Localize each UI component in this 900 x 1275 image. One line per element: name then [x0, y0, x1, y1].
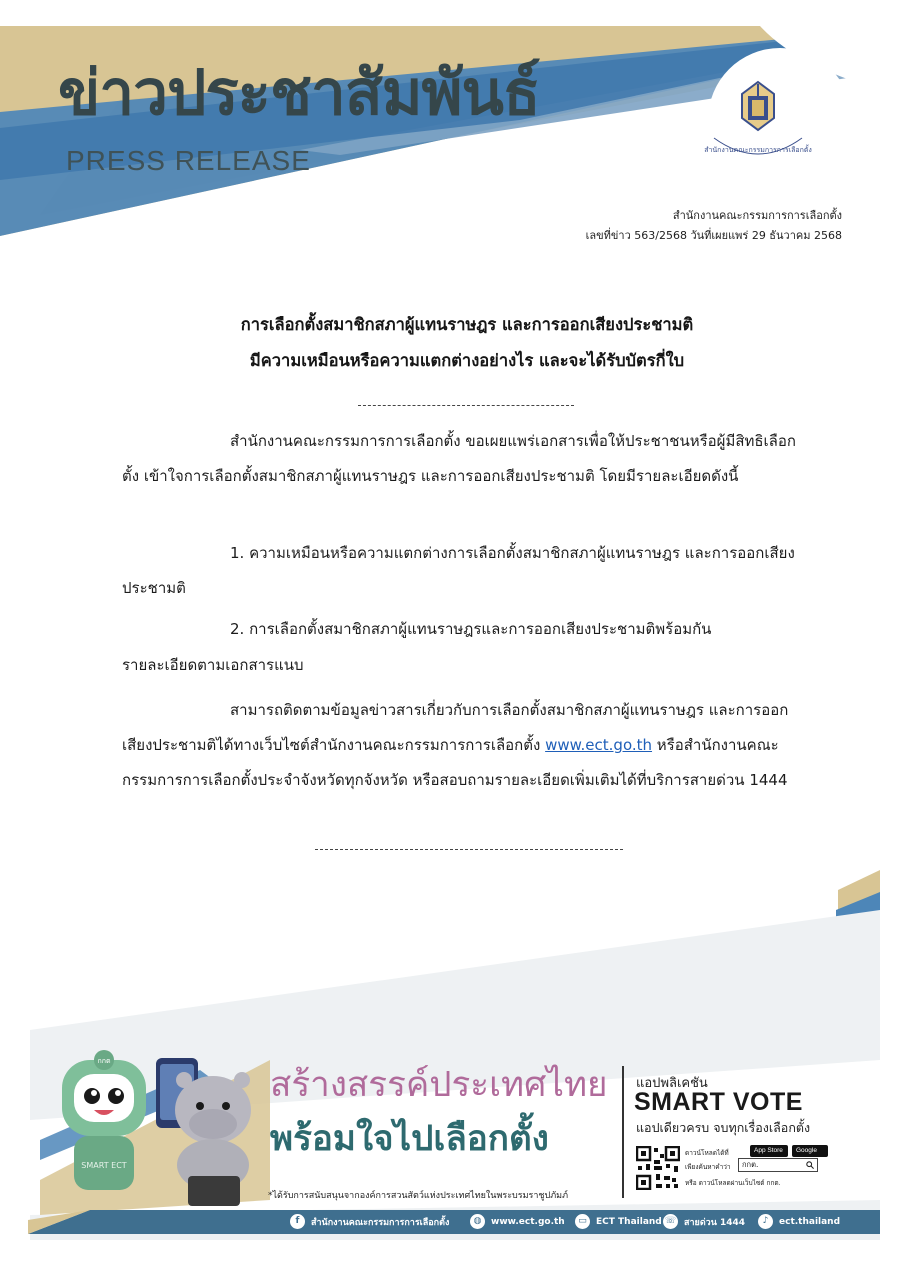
- divider-bottom: [315, 849, 623, 850]
- release-info: เลขที่ข่าว 563/2568 วันที่เผยแพร่ 29 ธันวาคม 2568: [585, 229, 842, 242]
- web-download-note: หรือ ดาวน์โหลดผ่านเว็บไซต์ กกต.: [685, 1179, 781, 1187]
- mascot-illustration: [48, 1050, 268, 1210]
- follow-text-1: สามารถติดตามข้อมูลข่าวสารเกี่ยวกับการเลือกตั้งสมาชิกสภาผู้แทนราษฎร และการออกเสียงประชามติได้ทางเว็บไซต์สำนักงานคณะกรรมการการเลือกตั้ง: [122, 701, 789, 754]
- google-play-badge[interactable]: Google: [792, 1145, 828, 1157]
- app-tagline: แอปเดียวครบ จบทุกเรื่องเลือกตั้ง: [636, 1120, 811, 1135]
- globe-icon: ◍: [470, 1214, 485, 1229]
- line-chat-icon: ▭: [575, 1214, 590, 1229]
- follow-paragraph: [122, 693, 812, 798]
- app-name: SMART VOTE: [634, 1088, 803, 1116]
- mascot-shirt-text: SMART ECT: [81, 1161, 127, 1170]
- intro-paragraph: [122, 424, 812, 494]
- attachment-note: รายละเอียดตามเอกสารแนบ: [122, 656, 304, 674]
- headline-line-2: มีความเหมือนหรือความแตกต่างอย่างไร และจะได้รับบัตรกี่ใบ: [249, 351, 685, 370]
- qr-code-icon[interactable]: [636, 1146, 680, 1190]
- app-small-label: แอปพลิเคชัน: [636, 1076, 708, 1091]
- support-note: *ได้รับการสนับสนุนจากองค์การสวนสัตว์แห่งประเทศไทยในพระบรมราชูปภัมภ์: [268, 1191, 569, 1201]
- seal-text: สำนักงานคณะกรรมการการเลือกตั้ง: [704, 146, 812, 154]
- slogan-line-2: พร้อมใจไปเลือกตั้ง: [270, 1119, 549, 1159]
- contact-hotline-text: สายด่วน 1444: [684, 1217, 746, 1228]
- issuer-name: สำนักงานคณะกรรมการการเลือกตั้ง: [672, 209, 842, 222]
- vertical-divider: [622, 1066, 624, 1198]
- facebook-icon: f: [290, 1214, 305, 1229]
- contact-website-text: www.ect.go.th: [491, 1216, 565, 1227]
- intro-text: สำนักงานคณะกรรมการการเลือกตั้ง ขอเผยแพร่เอกสารเพื่อให้ประชาชนหรือผู้มีสิทธิเลือกตั้ง เข้าใจการเลือกตั้งสมาชิกสภาผู้แทนราษฎร และการออกเสียงประชามติ โดยมีรายละเอียดดังนี้: [122, 432, 796, 485]
- list-item-2: [122, 612, 812, 647]
- contact-hotline[interactable]: [663, 1214, 745, 1229]
- list-item-1-text: 1. ความเหมือนหรือความแตกต่างการเลือกตั้งสมาชิกสภาผู้แทนราษฎร และการออกเสียงประชามติ: [122, 544, 795, 597]
- press-release-title-english: PRESS RELEASE: [66, 145, 311, 176]
- contact-line-text: ECT Thailand: [596, 1216, 662, 1227]
- contact-line[interactable]: [575, 1214, 662, 1229]
- contact-tiktok[interactable]: [758, 1214, 840, 1229]
- ect-seal-logo: [700, 78, 816, 168]
- tiktok-icon: ♪: [758, 1214, 773, 1229]
- follow-text-2: หรือสำนักงานคณะกรรมการการเลือกตั้งประจำจังหวัดทุกจังหวัด หรือสอบถามรายละเอียดเพิ่มเติมได้ที่บริการสายด่วน 1444: [122, 736, 788, 789]
- issuer-block: [586, 206, 842, 246]
- list-item-2-text: 2. การเลือกตั้งสมาชิกสภาผู้แทนราษฎรและการออกเสียงประชามติพร้อมกัน: [230, 620, 712, 638]
- contact-facebook-text: สำนักงานคณะกรรมการการเลือกตั้ง: [311, 1217, 450, 1228]
- press-release-title-thai: ข่าวประชาสัมพันธ์: [58, 56, 540, 129]
- news-headline: [0, 307, 900, 379]
- phone-icon: ☏: [663, 1214, 678, 1229]
- website-link[interactable]: www.ect.go.th: [545, 736, 653, 754]
- download-label: ดาวน์โหลดได้ที่: [685, 1149, 729, 1157]
- divider-top: [358, 405, 574, 406]
- list-item-1: [122, 536, 812, 606]
- slogan-line-1: สร้างสรรค์ประเทศไทย: [270, 1065, 608, 1105]
- mascot-badge-text: กกต: [97, 1057, 111, 1065]
- contact-tiktok-text: ect.thailand: [779, 1216, 841, 1227]
- search-box-value: กกต.: [742, 1160, 759, 1169]
- search-icon: [806, 1161, 814, 1169]
- contact-facebook[interactable]: [290, 1214, 449, 1229]
- search-label: เพียงค้นหาคำว่า: [685, 1163, 731, 1171]
- headline-line-1: การเลือกตั้งสมาชิกสภาผู้แทนราษฎร และการออกเสียงประชามติ: [240, 315, 694, 334]
- app-store-badge[interactable]: App Store: [750, 1145, 788, 1157]
- search-box: [738, 1158, 818, 1172]
- contact-website[interactable]: [470, 1214, 565, 1229]
